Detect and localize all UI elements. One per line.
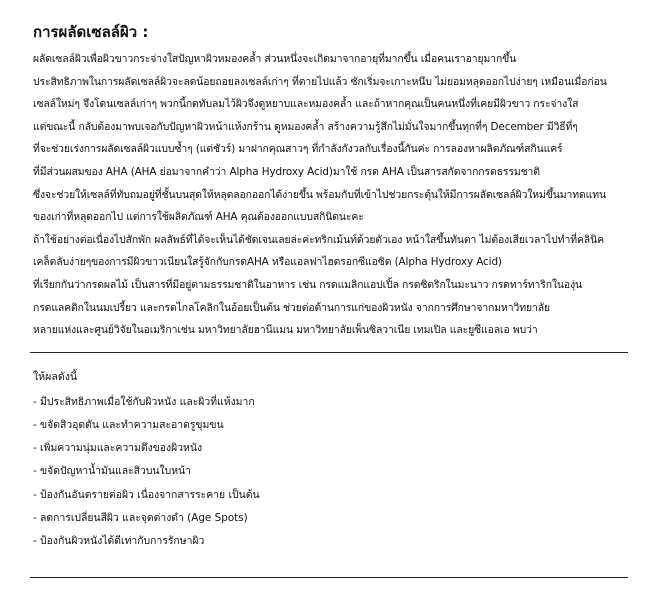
paragraph-line: กรดแลคติกในนมเปรี้ยว และกรดไกลโคลิกในอ้อยเป็นต้น ช่วยต่อต้านการแก่ของผิวหนัง จากการศึกษาจากมหาวิทยาลัย	[33, 301, 550, 314]
benefit-item: - ป้องกันผิวหนังได้ดีเท่ากับการรักษาผิว	[33, 534, 205, 547]
bottom-divider	[30, 577, 628, 578]
paragraph-line: แต่ขณะนี้ กลับต้องมาพบเจอกับปัญหาผิวหน้าแห้งกร้าน ดูหมองคล้ำ สร้างความรู้สึกไม่มั่นใจมากขึ้นทุกที่ๆ December มีวิธีที่ๆ	[33, 120, 578, 133]
benefits-heading: ให้ผลดังนี้	[33, 370, 78, 383]
paragraph-line: เคล็ดลับง่ายๆของการมีผิวขาวเนียนใสรู้จักกับกรดAHA หรือแอลฟาไฮดรอกซีแอซิด (Alpha Hydroxy Acid)	[33, 256, 502, 269]
paragraph-line: ถ้าใช้อย่างต่อเนื่องไปสักพัก ผลลัพธ์ที่ได้จะเห็นได้ชัดเจนเลยล่ะค่ะทริกเม้นท์ด้วยตัวเอง หน้าใสขึ้นทันตา ไม่ต้องเสียเวลาไปทำที่คลินิค	[33, 233, 604, 246]
paragraph-line: ที่จะช่วยเร่งการผลัดเซลล์ผิวแบบซ้ำๆ (แต่ชัวร์) มาฝากคุณสาวๆ ที่กำลังกังวลกับเรื่องนี้กันค่ะ การลองหาผลิตภัณฑ์สกินแคร์	[33, 143, 563, 156]
paragraph-line: ที่มีส่วนผสมของ AHA (AHA ย่อมาจากคำว่า Alpha Hydroxy Acid)มาใช้ กรด AHA เป็นสารสกัดจากกรดธรรมชาติ	[33, 165, 540, 178]
benefit-item: - ป้องกันอันตรายต่อผิว เนื่องจากสารระคาย เป็นต้น	[33, 488, 260, 501]
article-page	[30, 22, 628, 578]
article-title: การผลัดเซลล์ผิว :	[33, 23, 149, 41]
section-divider	[30, 352, 628, 353]
benefits-section	[33, 367, 628, 553]
benefits-list	[33, 391, 628, 553]
article-paragraph	[33, 48, 628, 342]
paragraph-line: หลายแห่งและศูนย์วิจัยในอเมริกาเช่น มหาวิทยาลัยฮานีแมน มหาวิทยาลัยเพ็นซิลวาเนีย เทมเปิล และยูซีแอลเอ พบว่า	[33, 324, 538, 337]
paragraph-line: เซลล์ใหม่ๆ จึงโดนเซลล์เก่าๆ พวกนี้กดทับลมไว้ผิวจึงดูหยาบและหมองคล้ำ และถ้าหากคุณเป็นคนหนึ่งที่เคยมีผิวขาว กระจ่างใส	[33, 98, 579, 111]
benefit-item: - มีประสิทธิภาพเมื่อใช้กับผิวหนัง และผิวที่แห้งมาก	[33, 395, 255, 408]
benefit-item: - เพิ่มความนุ่มและความตึงของผิวหนัง	[33, 442, 203, 455]
paragraph-line: ประสิทธิภาพในการผลัดเซลล์ผิวจะลดน้อยถอยลงเซลล์เก่าๆ ที่ตายไปแล้ว ซักเริ่มจะเกาะหนึบ ไม่ยอมหลุดออกไปง่ายๆ เหมือนเมื่อก่อน	[33, 75, 607, 88]
benefit-item: - ขจัดสิวอุดตัน และทำความสะอาดรูขุมขน	[33, 418, 224, 431]
benefit-item: - ลดการเปลี่ยนสีผิว และจุดด่างดำ (Age Spots)	[33, 511, 248, 524]
paragraph-line: ที่เรียกกันว่ากรดผลไม้ เป็นสารที่มีอยู่ตามธรรมชาติในอาหาร เช่น กรดแมลิกแอปเปิ้ล กรดซิตริกในมะนาว กรดทาร์ทาริกในองุ่น	[33, 278, 583, 291]
paragraph-line: ของเก่าที่หลุดออกไป แต่การใช้ผลิตภัณฑ์ AHA คุณต้องออกแบบสกินิดนะคะ	[33, 211, 364, 224]
paragraph-line: ผลัดเซลล์ผิวเพื่อผิวขาวกระจ่างใสปัญหาผิวหมองคล้ำ ส่วนหนึ่งจะเกิดมาจากอายุที่มากขึ้น เมื่อคนเราอายุมากขึ้น	[33, 53, 517, 65]
benefit-item: - ขจัดปัญหาน้ำมันและสิวบนใบหน้า	[33, 465, 191, 478]
paragraph-line: ซึ่งจะช่วยให้เซลล์ที่ทับถมอยู่ที่ชั้นบนสุดให้หลุดลอกออกได้ง่ายขึ้น พร้อมกับที่เข้าไปช่วยกระตุ้นให้มีการผลัดเซลล์ผิวใหม่ขึ้นมาทดแทน	[33, 188, 607, 201]
